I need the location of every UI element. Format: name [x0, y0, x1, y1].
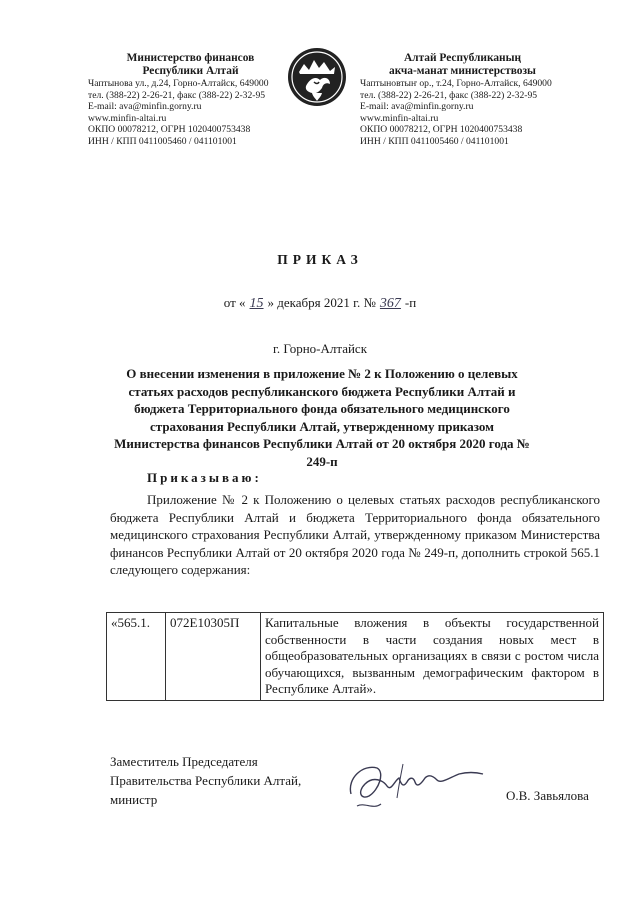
city: г. Горно-Алтайск	[272, 341, 368, 356]
address-alt: Чаптыновтыҥ ор., т.24, Горно-Алтайск, 649000	[360, 78, 552, 89]
ministry-name-ru-line2: Республики Алтай	[142, 65, 239, 77]
position-line2: Правительства Республики Алтай,	[110, 773, 302, 788]
handwritten-signature	[343, 754, 493, 814]
address-ru: Чаптынова ул., д.24, Горно-Алтайск, 649000	[88, 78, 269, 89]
signatory-name: О.В. Завьялова	[506, 788, 589, 803]
website-ru: www.minfin-altai.ru	[88, 112, 167, 124]
email-ru: E-mail: ava@minfin.gorny.ru	[88, 101, 202, 112]
date-day: 15	[249, 296, 264, 311]
okpo-alt: ОКПО 00078212, ОГРН 1020400753438	[360, 124, 523, 135]
ministry-name-alt-line2: акча-манат министерствозы	[389, 65, 536, 77]
inn-ru: ИНН / КПП 0411005460 / 041101001	[88, 135, 237, 147]
code-cell: 072E10305П	[166, 613, 261, 701]
okpo-ru: ОКПО 00078212, ОГРН 1020400753438	[88, 124, 251, 135]
description-cell: Капитальные вложения в объекты государственной собственности в части создания новых мест в общеобразовательных организациях в связи с ростом числа обучающихся, вызванным демографическим фактором в Республике Алтай».	[261, 613, 604, 701]
body-paragraph: Приложение № 2 к Положению о целевых статьях расходов республиканского бюджета Республики Алтай и бюджета Территориального фонда обязательного медицинского страхования Республики Алтай, утвержденному приказом Министерства финансов Республики Алтай от 20 октября 2020 года № 249-п, дополнить строкой 565.1 следующего содержания:	[110, 492, 600, 577]
letterhead-left	[88, 52, 293, 147]
order-number-suffix: -п	[404, 295, 417, 310]
ministry-name-alt-line1: Алтай Республиканың	[403, 52, 522, 64]
date-prefix: от «	[223, 295, 246, 310]
coat-of-arms-icon	[286, 46, 348, 108]
date-middle: » декабря 2021 г. №	[267, 295, 376, 310]
letterhead-right	[360, 52, 565, 147]
phone-alt: тел. (388-22) 2-26-21, факс (388-22) 2-32-95	[360, 89, 538, 101]
position-line1: Заместитель Председателя	[110, 754, 258, 769]
website-alt: www.minfin-altai.ru	[360, 112, 439, 124]
order-number: 367	[379, 296, 401, 311]
phone-ru: тел. (388-22) 2-26-21, факс (388-22) 2-32-95	[88, 89, 266, 101]
amendment-table	[106, 612, 604, 701]
document-subject: О внесении изменения в приложение № 2 к Положению о целевых статьях расходов республиканского бюджета Республики Алтай и бюджета Территориального фонда обязательного медицинского страхования Республики Алтай, утвержденному приказом Министерства финансов Республики Алтай от 20 октября 2020 года № 249-п	[114, 366, 530, 469]
row-number-cell: «565.1.	[107, 613, 166, 701]
inn-alt: ИНН / КПП 0411005460 / 041101001	[360, 135, 509, 147]
signatory-position	[110, 752, 301, 809]
position-line3: министр	[110, 792, 158, 807]
ministry-name-ru-line1: Министерство финансов	[126, 52, 255, 64]
document-title: ПРИКАЗ	[277, 252, 363, 267]
order-word: Приказываю:	[147, 470, 262, 485]
date-line	[0, 295, 640, 312]
table-row	[107, 613, 604, 701]
email-alt: E-mail: ava@minfin.gorny.ru	[360, 101, 474, 112]
